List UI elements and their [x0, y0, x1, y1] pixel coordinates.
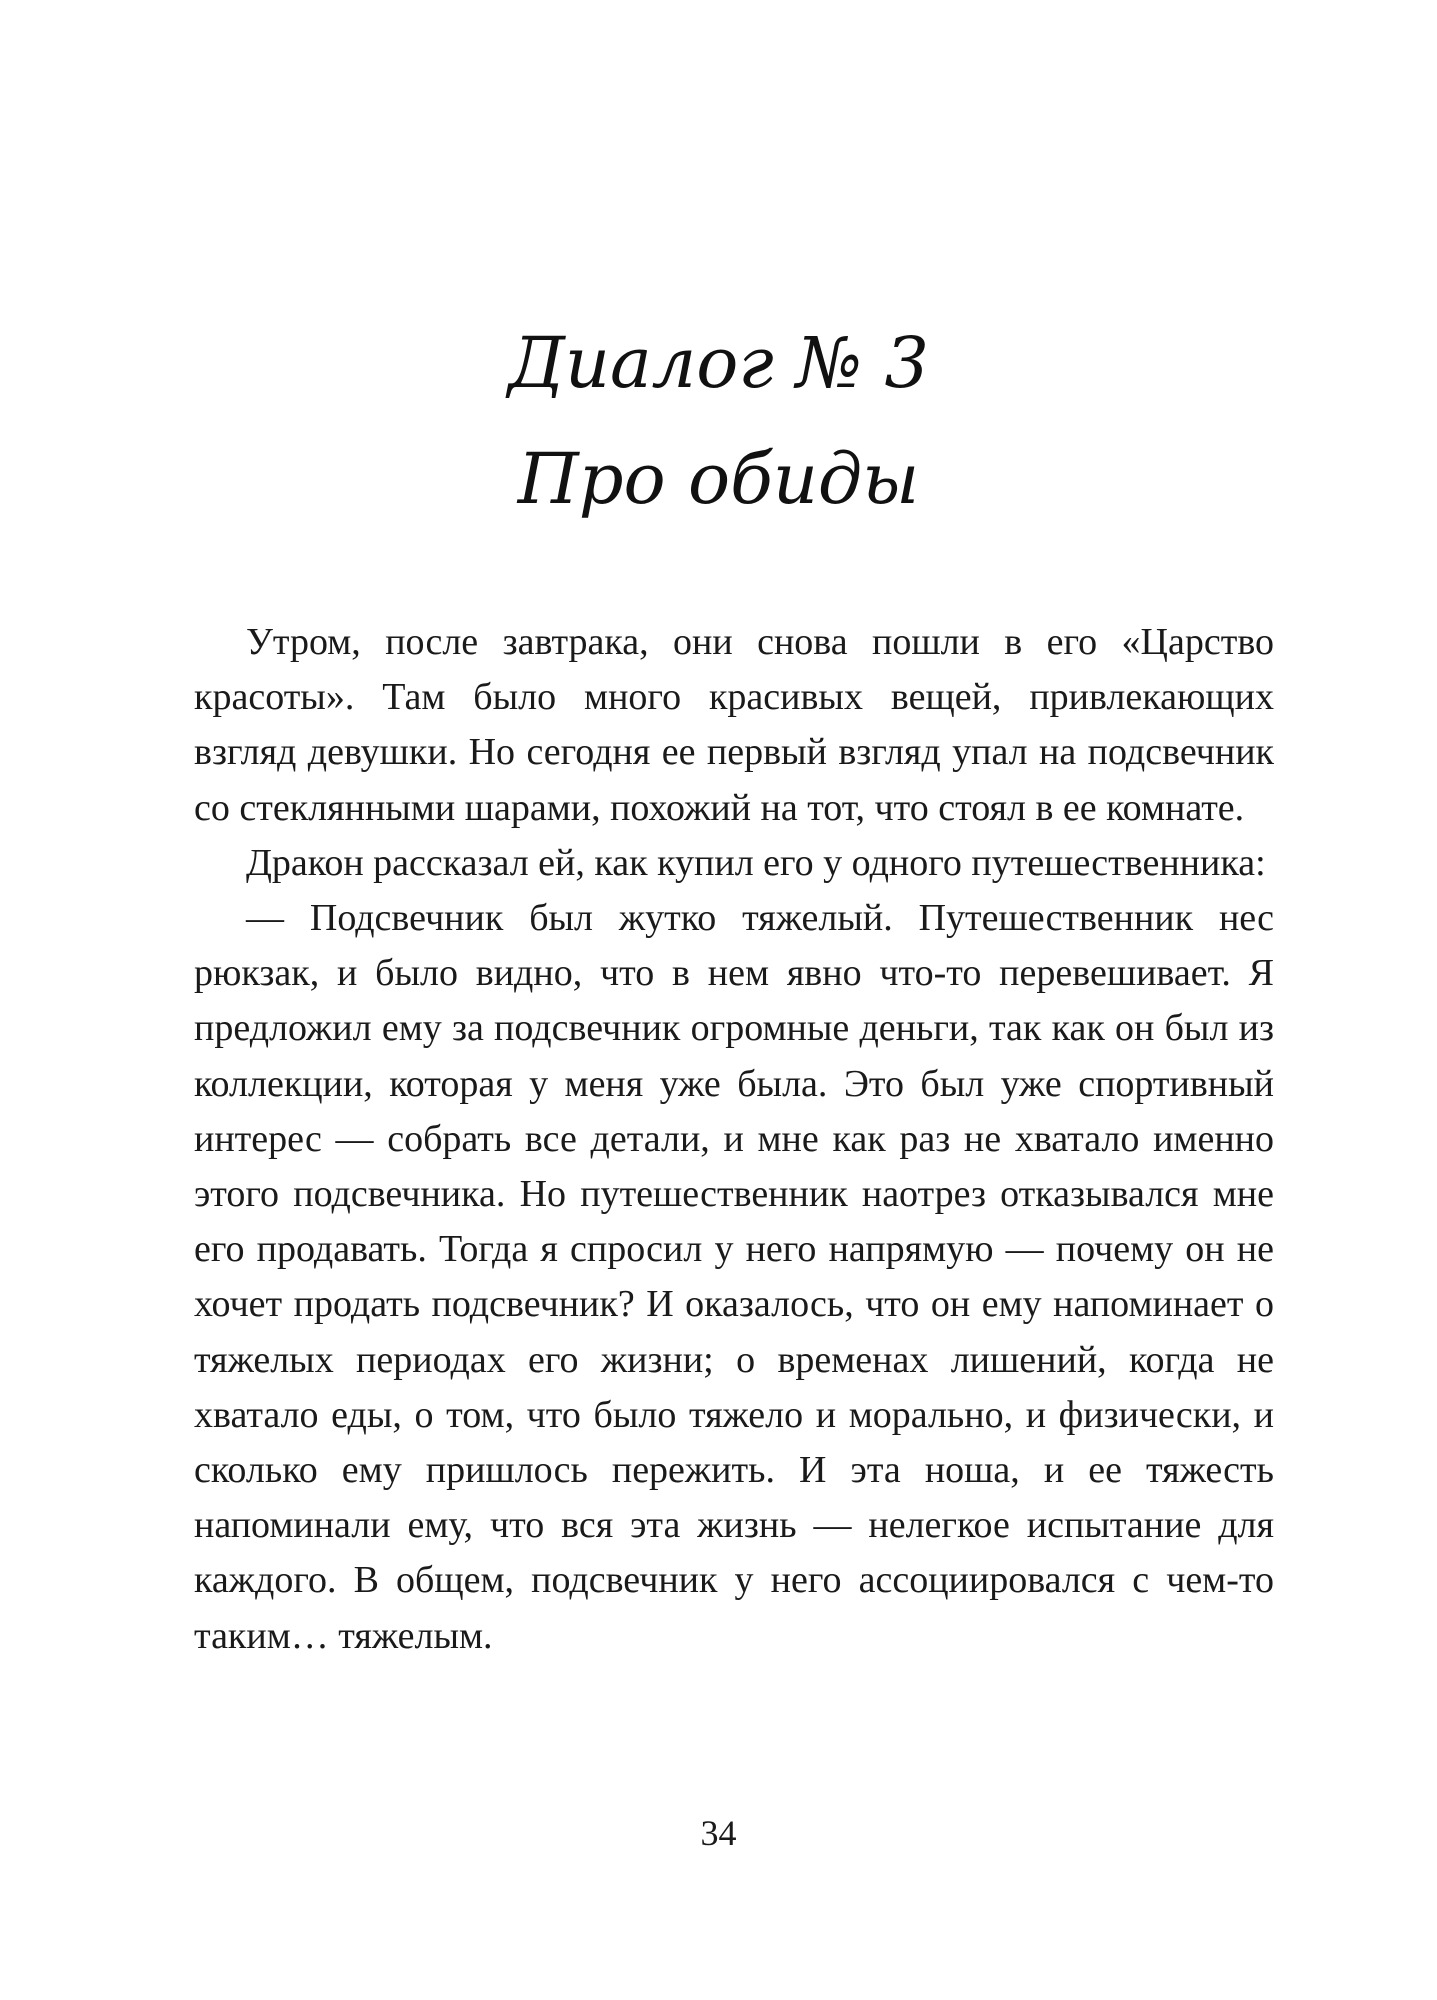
chapter-subtitle: Про обиды [517, 438, 920, 520]
chapter-title: Диалог № 3 [507, 322, 930, 404]
paragraph-dragon-story: Дракон рассказал ей, как купил его у одного путешественника: [246, 841, 1266, 884]
body-text [194, 615, 1274, 1664]
paragraph-intro: Утром, после завтрака, они снова пошли в его «Царство красоты». Там было много красивых вещей, привлекающих взгляд девушки. Но сегодня ее первый взгляд упал на подсвечник со стеклянными шарами, похожий на тот, что стоял в ее комнате. [194, 621, 1274, 829]
page-number: 34 [700, 1813, 737, 1853]
paragraph-dialogue: — Подсвечник был жутко тяжелый. Путешественник нес рюкзак, и было видно, что в нем явно что-то перевешивает. Я предложил ему за подсвечник огромные деньги, так как он был из коллекции, которая у меня уже была. Это был уже спортивный интерес — собрать все детали, и мне как раз не хватало именно этого подсвечника. Но путешественник наотрез отказывался мне его продавать. Тогда я спросил у него напрямую — почему он не хочет продать подсвечник? И оказалось, что он ему напоминает о тяжелых периодах его жизни; о временах лишений, когда не хватало еды, о том, что было тяжело и морально, и физически, и сколько ему пришлось пережить. И эта ноша, и ее тяжесть напоминали ему, что вся эта жизнь — нелегкое испытание для каждого. В общем, подсвечник у него ассоциировался с чем-то таким… тяжелым. [194, 897, 1274, 1657]
